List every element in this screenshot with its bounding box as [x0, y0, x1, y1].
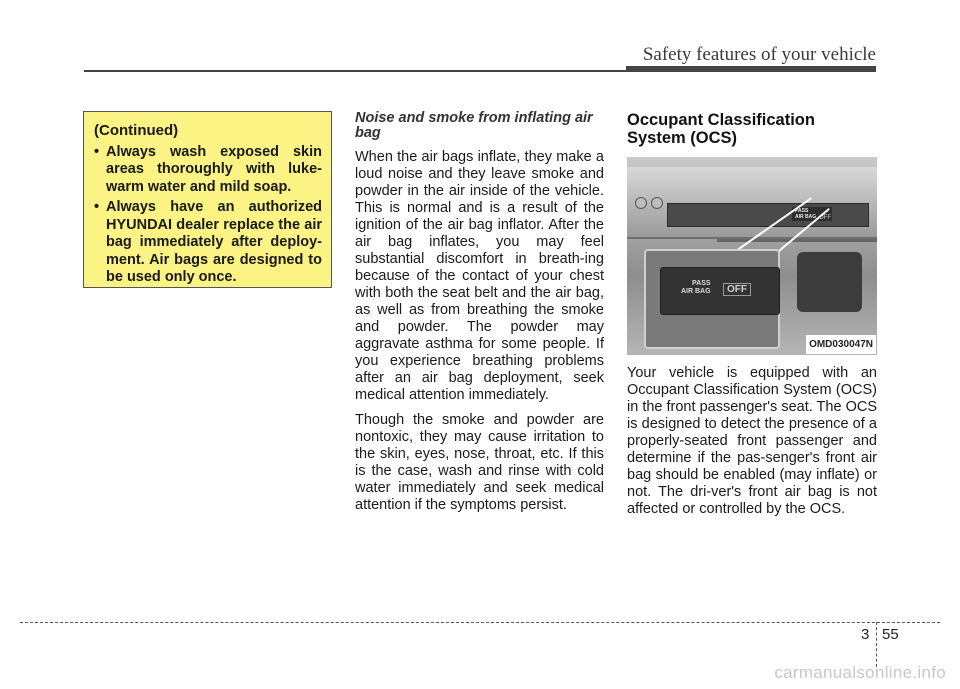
section-title: Safety features of your vehicle: [642, 44, 876, 65]
indicator-closeup: [644, 249, 780, 349]
closeup-indicator-label: [681, 280, 711, 296]
small-airbag-text: AIR BAG: [795, 214, 817, 220]
ocs-heading: Occupant Classification System (OCS): [627, 111, 815, 147]
closeup-pass-text: PASS: [692, 280, 711, 287]
closeup-indicator-panel: [660, 267, 780, 315]
closeup-off-text: OFF: [723, 283, 751, 296]
warning-item: [94, 199, 322, 287]
closeup-airbag-text: AIR BAG: [681, 288, 711, 295]
ocs-paragraph: Your vehicle is equipped with an Occupant Classification System (OCS) in the front passenger's seat. The OCS is designed to detect the presence of a properly-seated front passenger and determine if the pas-senger's front air bag should be enabled (may inflate) or not. The dri-ver's front air bag is not affected or controlled by the OCS.: [627, 365, 877, 517]
chapter-number: 3: [861, 626, 870, 643]
ocs-indicator-figure: [627, 157, 877, 355]
knob-icon: [635, 197, 647, 209]
noise-smoke-paragraph-1: When the air bags inflate, they make a loud noise and they leave smoke and powder in the air inside of the vehicle. This is normal and is a result of the ignition of the air bag inflator. After the air bag inflates, you may feel substantial discomfort in breath-ing because of the contact of your chest with both the seat belt and the air bag, as well as from breathing the smoke and powder. The powder may aggravate asthma for some people. If you experience breathing problems after an air bag deployment, seek medical attention immediately.: [355, 149, 604, 403]
small-off-text: OFF: [819, 215, 831, 221]
footer-rule: [20, 622, 940, 623]
small-indicator-label: [795, 208, 816, 220]
dashboard-panel: [627, 167, 877, 239]
page-number: 55: [882, 626, 899, 643]
header-rule-accent: [626, 66, 876, 72]
knob-icon: [651, 197, 663, 209]
warning-item: [94, 144, 322, 197]
noise-smoke-paragraph-2: Though the smoke and powder are nontoxic, they may cause irritation to the skin, eyes, nose, throat, etc. If this is the case, wash and rinse with cold water immediately and seek medical attention if the symptoms persist.: [355, 412, 604, 513]
middle-column: [355, 111, 604, 522]
page-divider: [876, 622, 877, 667]
warning-item-text: Always have an authorized HYUNDAI dealer replace the air bag immediately after deploy-ment. Air bags are designed to be used only once.: [106, 199, 322, 285]
warning-item-text: Always wash exposed skin areas thoroughly with luke-warm water and mild soap.: [106, 143, 322, 195]
dashboard-vent: [717, 239, 877, 242]
bullet-icon: •: [94, 199, 100, 215]
dashboard-slot: [667, 203, 869, 227]
warning-box: [83, 111, 332, 288]
warning-list: [94, 144, 322, 287]
right-column: [627, 111, 877, 526]
bullet-icon: •: [94, 143, 100, 160]
figure-caption-code: OMD030047N: [806, 335, 876, 354]
small-pass-text: PASS: [795, 208, 809, 214]
watermark-text: carmanualsonline.info: [774, 663, 946, 682]
warning-heading: (Continued): [94, 122, 179, 139]
dashboard-screen: [797, 252, 862, 312]
noise-smoke-subheading: Noise and smoke from inflating air bag: [355, 110, 593, 141]
